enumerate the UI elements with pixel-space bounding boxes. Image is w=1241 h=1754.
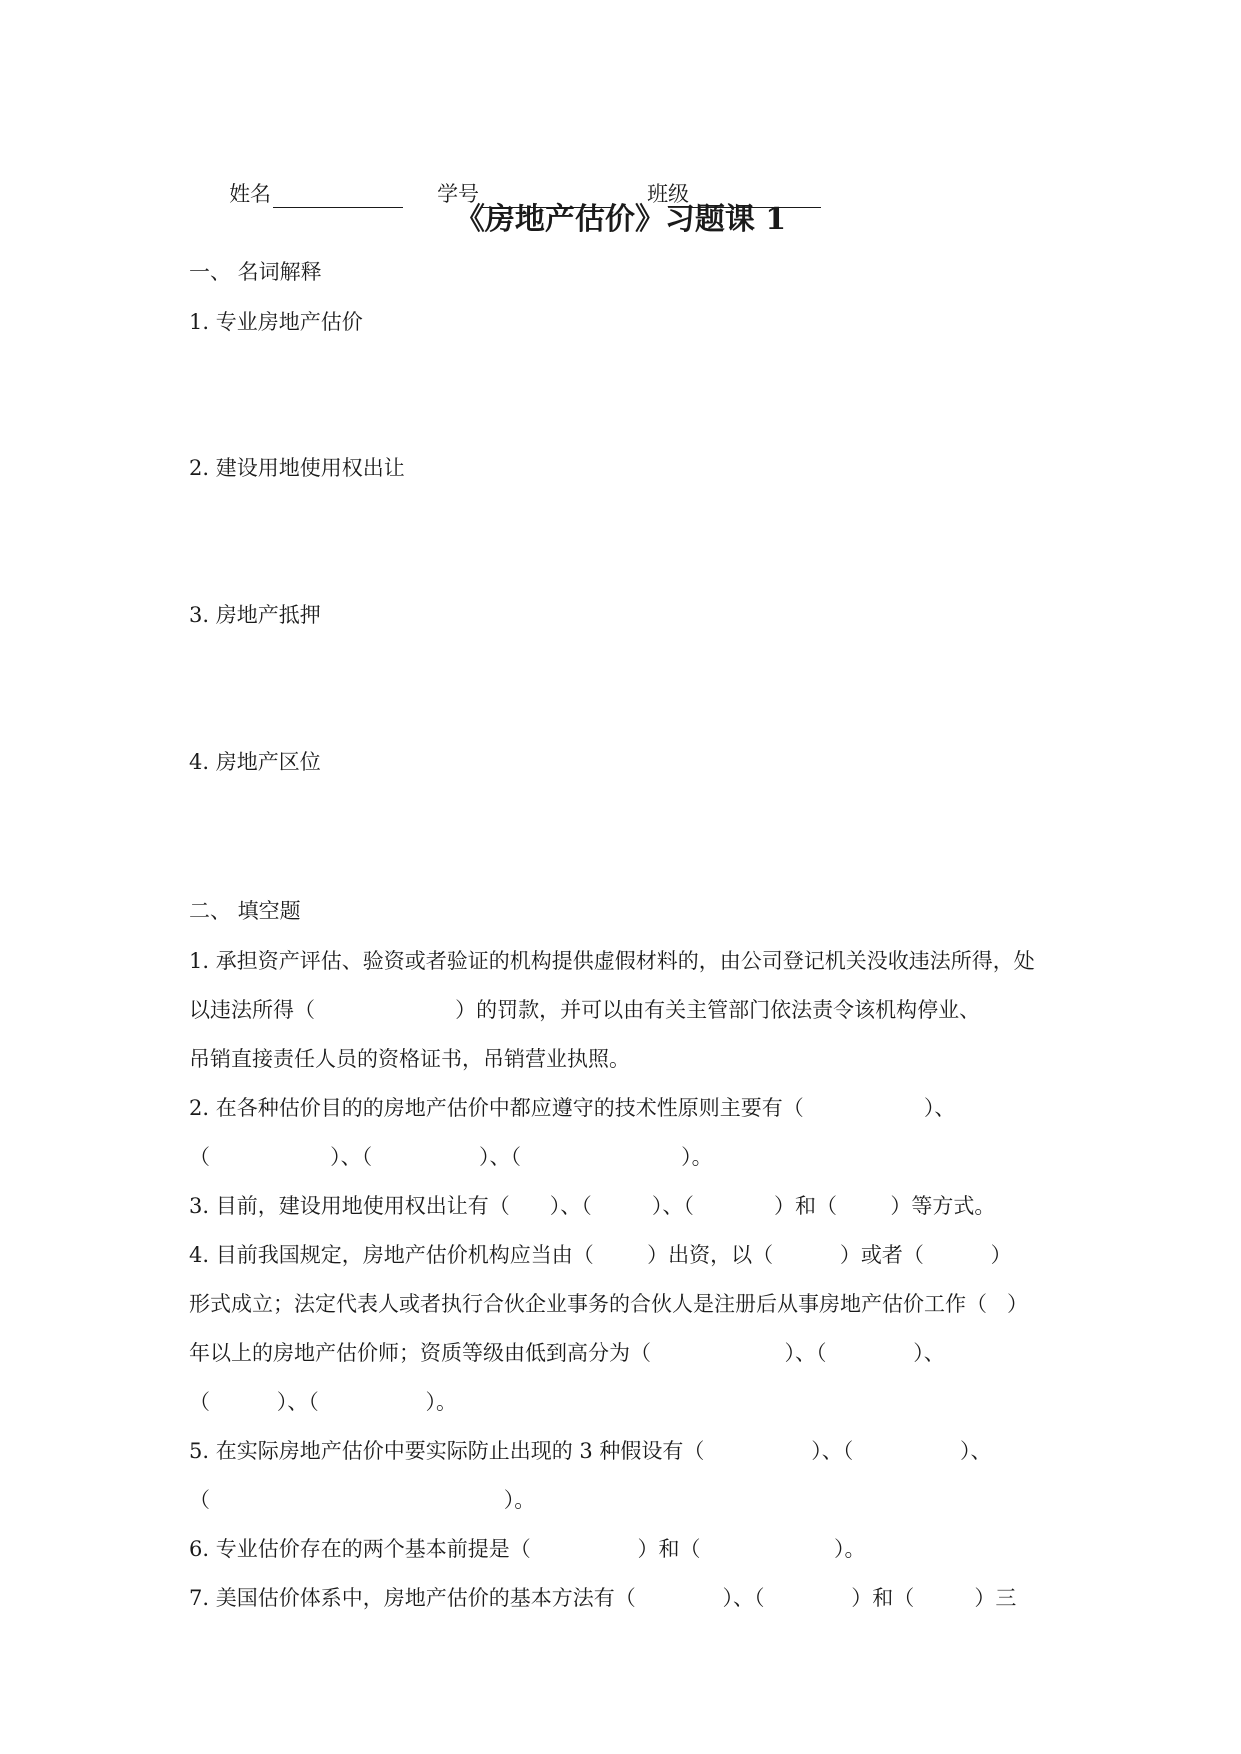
question-line: 7. 美国估价体系中，房地产估价的基本方法有（ ）、（ ）和（ ）三 [189, 1586, 1017, 1610]
question-line: （ ）、（ ）、（ ）。 [189, 1145, 713, 1169]
name-label: 姓名 [229, 182, 272, 206]
question-line: 3. 目前，建设用地使用权出让有（ ）、（ ）、（ ）和（ ）等方式。 [189, 1194, 996, 1218]
question-line: 2. 在各种估价目的的房地产估价中都应遵守的技术性原则主要有（ ）、 [189, 1096, 956, 1120]
definition-item: 4. 房地产区位 [189, 750, 321, 774]
section-heading-fill-in: 二、 填空题 [189, 899, 301, 923]
definition-item: 1. 专业房地产估价 [189, 310, 363, 334]
definition-item: 3. 房地产抵押 [189, 603, 321, 627]
question-line: 4. 目前我国规定，房地产估价机构应当由（ ）出资，以（ ）或者（ ） [189, 1243, 1012, 1267]
question-line: 吊销直接责任人员的资格证书，吊销营业执照。 [189, 1047, 630, 1071]
section-heading-definitions: 一、 名词解释 [189, 260, 322, 284]
student-id-label: 学号 [437, 182, 480, 206]
question-line: 年以上的房地产估价师；资质等级由低到高分为（ ）、（ ）、 [189, 1341, 945, 1365]
question-line: 6. 专业估价存在的两个基本前提是（ ）和（ ）。 [189, 1537, 866, 1561]
question-line: （ ）、（ ）。 [189, 1390, 458, 1414]
question-line: 以违法所得（ ）的罚款，并可以由有关主管部门依法责令该机构停业、 [189, 998, 981, 1022]
question-line: 形式成立；法定代表人或者执行合伙企业事务的合伙人是注册后从事房地产估价工作（ ） [189, 1292, 1029, 1316]
question-line: 1. 承担资产评估、验资或者验证的机构提供虚假材料的，由公司登记机关没收违法所得，处 [189, 949, 1035, 973]
question-line: （ ）。 [189, 1488, 536, 1512]
question-line: 5. 在实际房地产估价中要实际防止出现的 3 种假设有（ ）、（ ）、 [189, 1439, 992, 1463]
definition-item: 2. 建设用地使用权出让 [189, 456, 405, 480]
document-title: 《房地产估价》习题课 1 [454, 202, 787, 237]
class-label: 班级 [647, 182, 690, 206]
